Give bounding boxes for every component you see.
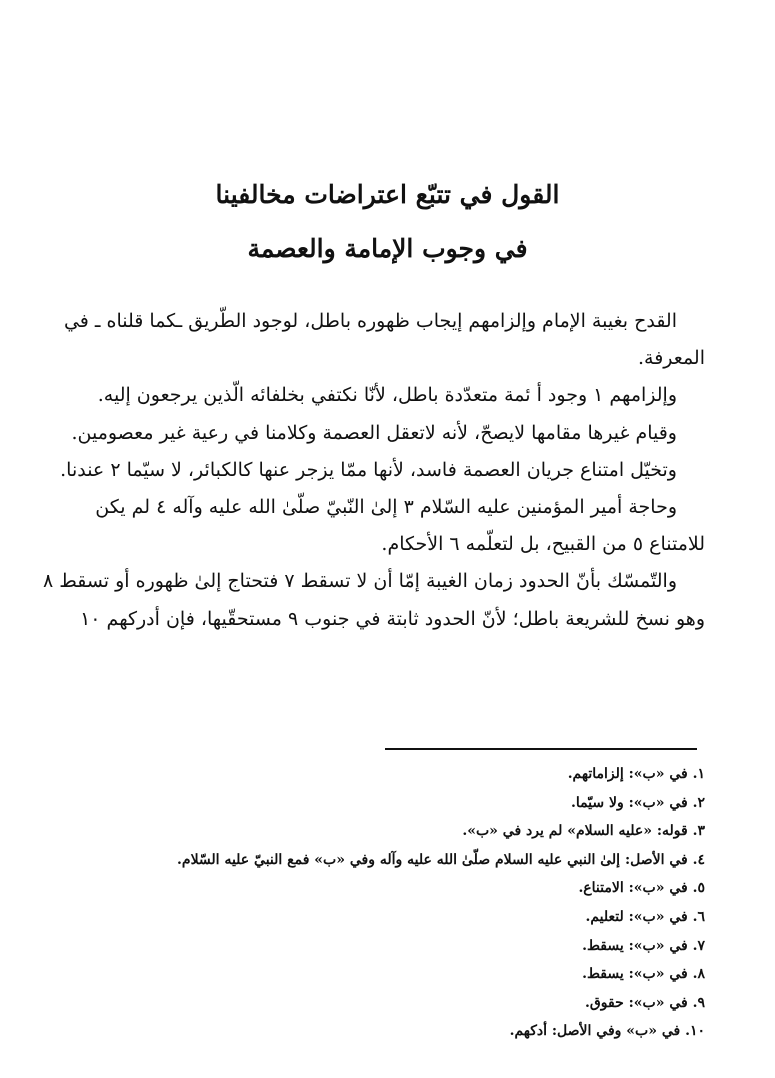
body-text (42, 303, 705, 638)
body-line-4: وقيام غيرها مقامها لايصحّ، لأنه لاتعقل العصمة وكلامنا في رعية غير معصومين. (71, 421, 677, 444)
body-line-3: وإلزامهم ١ وجود أ ئمة متعدّدة باطل، لأنّا نكتفي بخلفائه الّذين يرجعون إليه. (97, 384, 677, 407)
footnote-10: ١٠. في «ب» وفي الأصل: أدكهم. (509, 1023, 705, 1040)
footnotes (70, 760, 705, 1046)
body-line-8: والتّمسّك بأنّ الحدود زمان الغيبة إمّا أن لا تسقط ٧ فتحتاج إلىٰ ظهوره أو تسقط ٨ (42, 570, 677, 593)
body-line-2: المعرفة. (637, 347, 705, 370)
footnote-4: ٤. في الأصل: إلىٰ النبي عليه السلام صلّىٰ الله عليه وآله وفي «ب» فمع النبيّ عليه السّلام. (177, 851, 705, 868)
footnote-9: ٩. في «ب»: حقوق. (585, 994, 705, 1011)
body-line-1: القدح بغيبة الإمام وإلزامهم إيجاب ظهوره باطل، لوجود الطّريق ـكما قلناه ـ في (63, 310, 677, 332)
body-line-5: وتخيّل امتناع جريان العصمة فاسد، لأنها ممّا يزجر عنها كالكبائر، لا سيّما ٢ عندنا. (60, 458, 677, 481)
body-line-7: للامتناع ٥ من القبيح، بل لتعلّمه ٦ الأحكام. (381, 533, 705, 556)
footnote-7: ٧. في «ب»: يسقط. (582, 937, 705, 954)
footnote-8: ٨. في «ب»: يسقط. (582, 966, 705, 983)
footnote-3: ٣. قوله: «عليه السلام» لم يرد في «ب». (462, 823, 705, 840)
chapter-title (70, 168, 705, 276)
footnote-divider (385, 748, 697, 750)
body-line-9: وهو نسخ للشريعة باطل؛ لأنّ الحدود ثابتة في جنوب ٩ مستحقّيها، فإن أدركهم ١٠ (80, 607, 705, 630)
chapter-title-line-1: القول في تتبّع اعتراضات مخالفينا (215, 180, 560, 209)
body-line-6: وحاجة أمير المؤمنين عليه السّلام ٣ إلىٰ النّبيّ صلّىٰ الله عليه وآله ٤ لم يكن (95, 496, 677, 519)
footnote-5: ٥. في «ب»: الامتناع. (578, 880, 705, 897)
chapter-title-line-2: في وجوب الإمامة والعصمة (247, 234, 528, 263)
footnote-2: ٢. في «ب»: ولا سيّما. (570, 794, 705, 811)
footnote-6: ٦. في «ب»: لتعليم. (585, 908, 705, 925)
footnote-1: ١. في «ب»: إلزاماتهم. (567, 766, 705, 782)
